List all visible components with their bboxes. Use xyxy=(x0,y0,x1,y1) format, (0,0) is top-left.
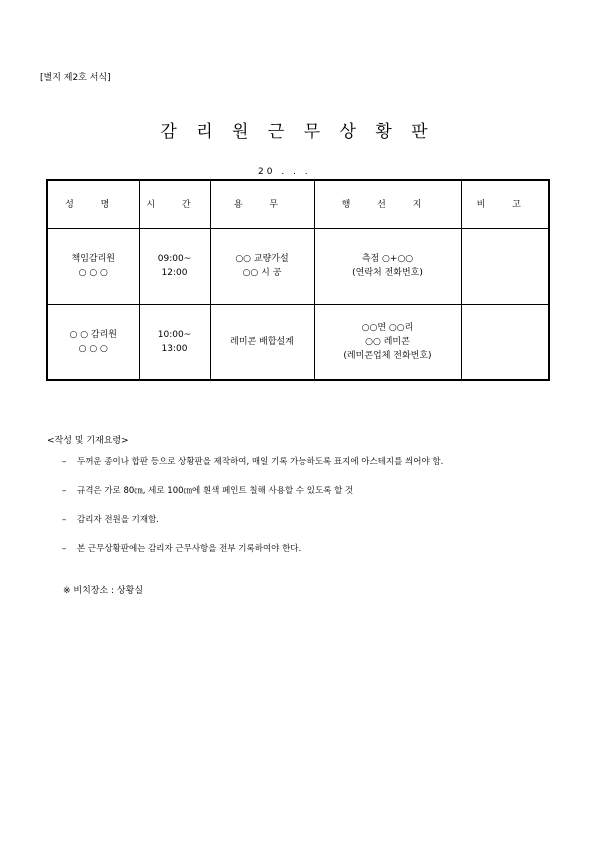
header-destination: 행 선 지 xyxy=(314,180,461,229)
status-board-table xyxy=(46,179,550,381)
document-title: 감 리 원 근 무 상 황 판 xyxy=(160,122,435,142)
list-item: – 감리자 전원을 기재함. xyxy=(62,515,160,525)
cell-destination: ○○면 ○○리 ○○ 레미콘 (레미콘업체 전화번호) xyxy=(314,304,461,380)
cell-remarks xyxy=(461,304,549,380)
list-item: – 규격은 가로 80㎝, 세로 100㎝에 흰색 페인트 칠해 사용할 수 있도록 할 것 xyxy=(62,486,354,496)
date-line: 20 . . . xyxy=(258,167,311,177)
cell-time: 09:00~ 12:00 xyxy=(139,229,210,305)
header-task: 용 무 xyxy=(210,180,314,229)
form-number: [별지 제2호 서식] xyxy=(40,73,111,83)
header-name: 성 명 xyxy=(47,180,139,229)
list-item: – 두꺼운 종이나 합판 등으로 상황판을 제작하여, 매일 기록 가능하도록 표지에 아스테지를 씌어야 함. xyxy=(62,457,444,467)
cell-task: ○○ 교량가설 ○○ 시 공 xyxy=(210,229,314,305)
table-row xyxy=(47,304,549,380)
cell-name: 책임감리원 ○ ○ ○ xyxy=(47,229,139,305)
placement-note: ※ 비치장소 : 상황실 xyxy=(63,586,144,596)
cell-name: ○ ○ 감리원 ○ ○ ○ xyxy=(47,304,139,380)
notes-title: <작성 및 기재요령> xyxy=(47,436,129,446)
header-remarks: 비 고 xyxy=(461,180,549,229)
notes-list xyxy=(62,452,552,568)
cell-remarks xyxy=(461,229,549,305)
list-item: – 본 근무상황판에는 감리자 근무사항을 전부 기록하여야 한다. xyxy=(62,544,302,554)
cell-time: 10:00~ 13:00 xyxy=(139,304,210,380)
header-time: 시 간 xyxy=(139,180,210,229)
table-row xyxy=(47,229,549,305)
cell-task: 레미콘 배합설계 xyxy=(210,304,314,380)
table-header-row xyxy=(47,180,549,229)
cell-destination: 측점 ○+○○ (연락처 전화번호) xyxy=(314,229,461,305)
